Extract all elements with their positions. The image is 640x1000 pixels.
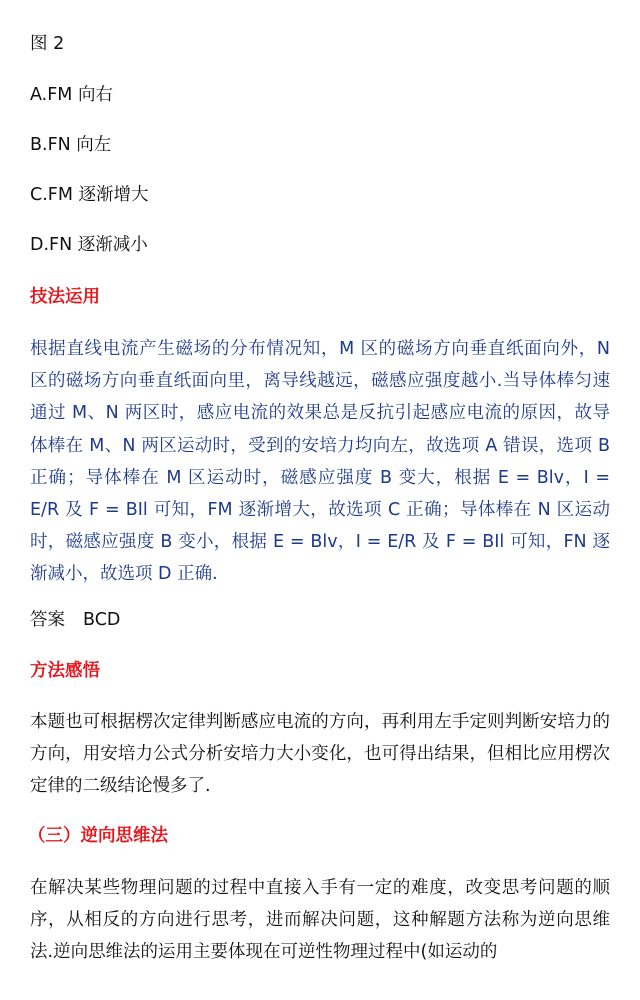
technique-heading: 技法运用 <box>30 287 100 307</box>
answer-value: BCD <box>83 610 121 630</box>
technique-body: 根据直线电流产生磁场的分布情况知，M 区的磁场方向垂直纸面向外，N 区的磁场方向垂直纸面向里，离导线越远，磁感应强度越小.当导体棒匀速通过 M、N 两区时，感应电流的效果总是反抗引起感应电流的原因，故导体棒在 M、N 两区运动时，受到的安培力均向左，故选项 A 错误，选项 B 正确；导体棒在 M 区运动时，磁感应强度 B 变大，根据 E = Blv，I = E/R 及 F = BIl 可知，FM 逐渐增大，故选项 C 正确；导体棒在 N 区运动时，磁感应强度 B 变小，根据 E = Blv，I = E/R 及 F = BIl 可知，FN 逐渐减小，故选项 D 正确. <box>30 339 610 585</box>
option-c: C.FM 逐渐增大 <box>30 185 149 205</box>
option-a: A.FM 向右 <box>30 85 113 105</box>
reverse-thinking-heading: （三）逆向思维法 <box>28 826 168 846</box>
reverse-thinking-body: 在解决某些物理问题的过程中直接入手有一定的难度，改变思考问题的顺序，从相反的方向进行思考，进而解决问题，这种解题方法称为逆向思维法.逆向思维法的运用主要体现在可逆性物理过程中(如运动的 <box>30 878 610 963</box>
option-d: D.FN 逐渐减小 <box>30 235 148 255</box>
answer-line <box>30 607 120 633</box>
insight-body: 本题也可根据楞次定律判断感应电流的方向，再利用左手定则判断安培力的方向，用安培力公式分析安培力大小变化，也可得出结果，但相比应用楞次定律的二级结论慢多了. <box>30 712 610 797</box>
option-b: B.FN 向左 <box>30 135 112 155</box>
insight-heading: 方法感悟 <box>30 661 100 681</box>
answer-label: 答案 <box>30 610 65 630</box>
figure-label: 图 2 <box>30 34 65 54</box>
